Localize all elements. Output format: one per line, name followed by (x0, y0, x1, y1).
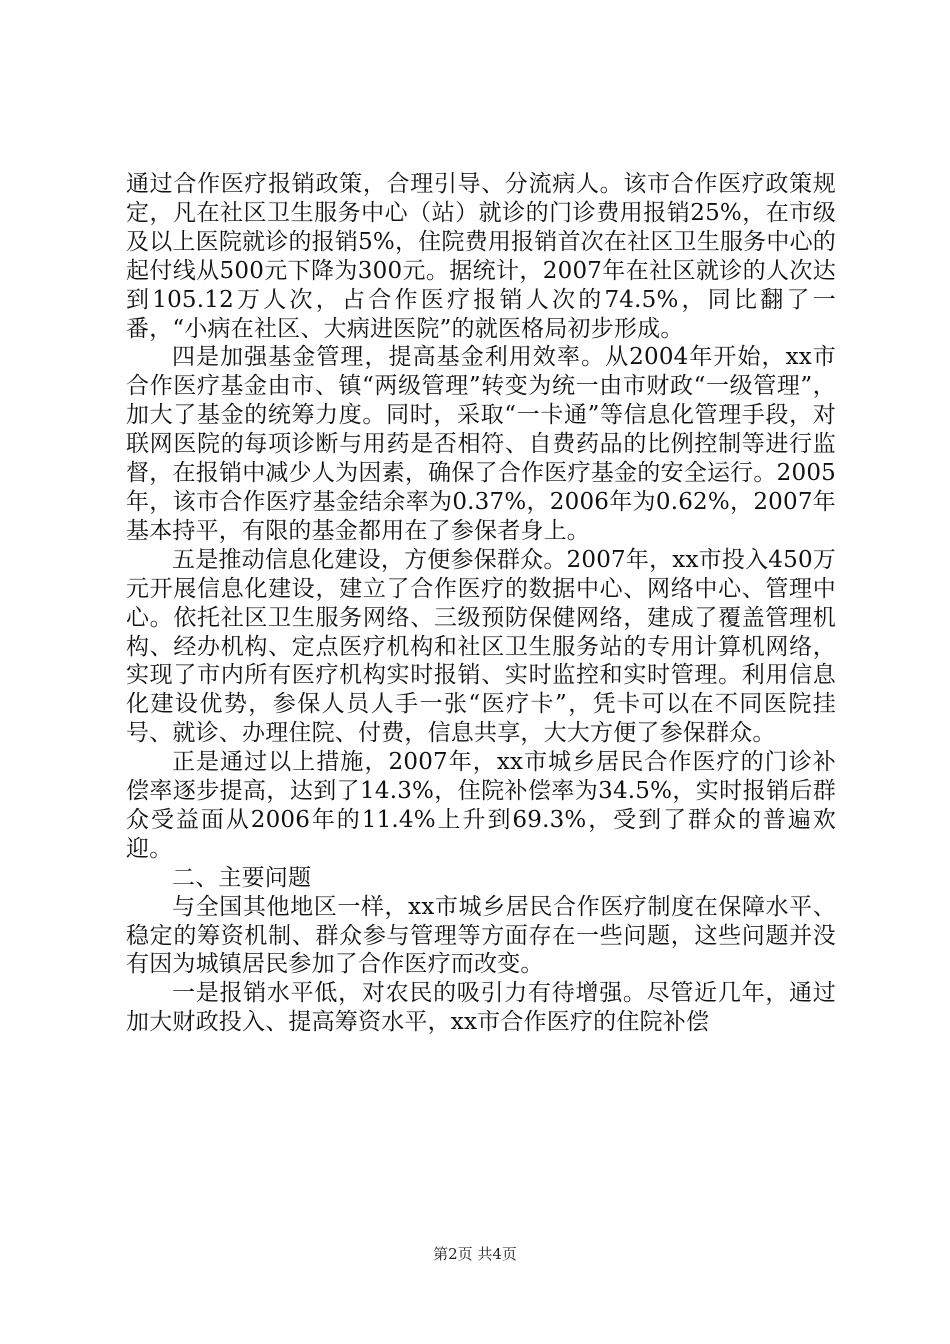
paragraph-2: 四是加强基金管理，提高基金利用效率。从2004年开始，xx市合作医疗基金由市、镇“两级管理”转变为统一由市财政“一级管理”，加大了基金的统筹力度。同时，采取“一卡通”等信息化管理手段，对联网医院的每项诊断与用药是否相符、自费药品的比例控制等进行监督，在报销中减少人为因素，确保了合作医疗基金的安全运行。2005年，该市合作医疗基金结余率为0.37%，2006年为0.62%，2007年基本持平，有限的基金都用在了参保者身上。 (126, 344, 836, 544)
paragraph-6: 与全国其他地区一样，xx市城乡居民合作医疗制度在保障水平、稳定的筹资机制、群众参与管理等方面存在一些问题，这些问题并没有因为城镇居民参加了合作医疗而改变。 (126, 893, 836, 978)
page-footer (0, 1244, 950, 1264)
paragraph-4: 正是通过以上措施，2007年，xx市城乡居民合作医疗的门诊补偿率逐步提高，达到了14.3%，住院补偿率为34.5%，实时报销后群众受益面从2006年的11.4%上升到69.3%，受到了群众的普遍欢迎。 (126, 749, 836, 862)
paragraph-3: 五是推动信息化建设，方便参保群众。2007年，xx市投入450万元开展信息化建设，建立了合作医疗的数据中心、网络中心、管理中心。依托社区卫生服务网络、三级预防保健网络，建成了覆盖管理机构、经办机构、定点医疗机构和社区卫生服务站的专用计算机网络，实现了市内所有医疗机构实时报销、实时监控和实时管理。利用信息化建设优势，参保人员人手一张“医疗卡”，凭卡可以在不同医院挂号、就诊、办理住院、付费，信息共享，大大方便了参保群众。 (126, 546, 836, 747)
paragraph-7: 一是报销水平低，对农民的吸引力有待增强。尽管近几年，通过加大财政投入、提高筹资水平，xx市合作医疗的住院补偿 (126, 980, 836, 1036)
page-number-label: 第2页 共4页 (433, 1245, 517, 1263)
section-heading-main-problems: 二、主要问题 (172, 864, 312, 891)
paragraph-1: 通过合作医疗报销政策，合理引导、分流病人。该市合作医疗政策规定，凡在社区卫生服务中心（站）就诊的门诊费用报销25%，在市级及以上医院就诊的报销5%，住院费用报销首次在社区卫生服务中心的起付线从500元下降为300元。据统计，2007年在社区就诊的人次达到105.12万人次，占合作医疗报销人次的74.5%，同比翻了一番，“小病在社区、大病进医院”的就医格局初步形成。 (126, 171, 836, 342)
document-body (126, 170, 836, 1037)
